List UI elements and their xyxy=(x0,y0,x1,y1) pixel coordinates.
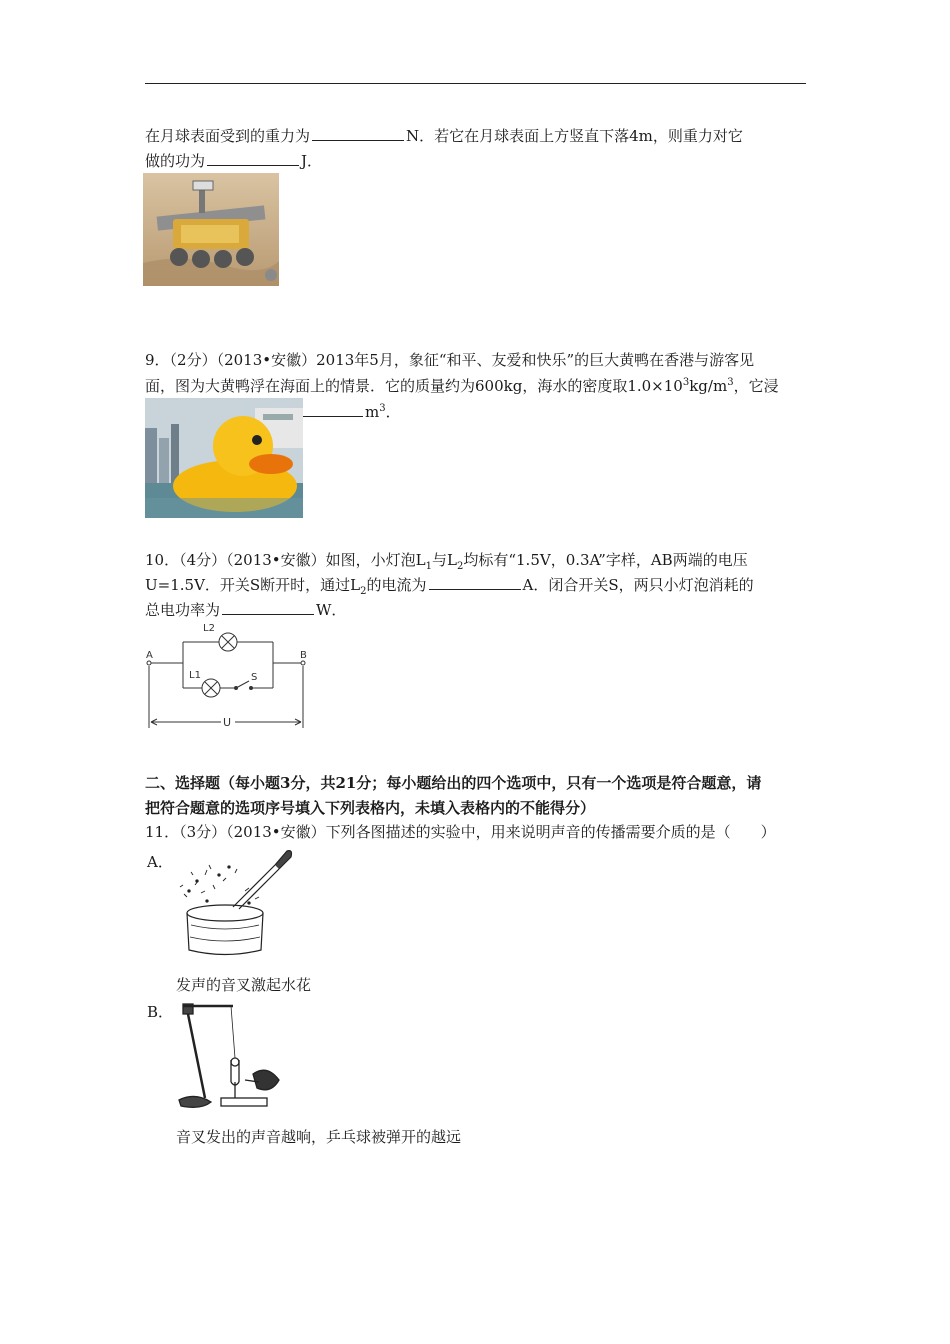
option-b-label[interactable]: B． xyxy=(147,1003,174,1021)
terminal-b-label: B xyxy=(300,650,307,661)
q8-text: 在月球表面受到的重力为 xyxy=(145,127,311,145)
switch-s-label: S xyxy=(251,672,258,683)
q10-text: W． xyxy=(316,601,347,619)
q10-line1 xyxy=(145,550,748,570)
q9-line2 xyxy=(145,376,779,396)
lunar-rover-photo xyxy=(143,173,279,286)
q9-line1: 9．（2分）（2013•安徽）2013年5月，象征“和平、友爱和快乐”的巨大黄鸭在香港与游客见 xyxy=(145,351,755,369)
switch-icon xyxy=(236,681,249,688)
q10-sub: 2 xyxy=(456,561,464,572)
answer-blank[interactable] xyxy=(312,126,404,141)
tuning-fork-pingpong-figure xyxy=(175,1000,300,1115)
q11-stem: 11．（3分）（2013•安徽）下列各图描述的实验中，用来说明声音的传播需要介质的是（ ） xyxy=(145,823,776,841)
q10-text: 的电流为 xyxy=(366,576,427,594)
q9-text: 面，图为大黄鸭浮在海面上的情景．它的质量约为600kg，海水的密度取1.0×10 xyxy=(145,377,683,395)
q10-text: 10．（4分）（2013•安徽）如图，小灯泡L xyxy=(145,551,426,569)
q9-text: ，它浸 xyxy=(733,377,779,395)
option-a-label[interactable]: A． xyxy=(147,853,173,871)
q10-line2 xyxy=(145,575,754,595)
q10-text: U=1.5V．开关S断开时，通过L xyxy=(145,576,361,594)
q10-line3 xyxy=(145,600,346,620)
duck-beak xyxy=(249,454,293,474)
q8-line1 xyxy=(145,126,743,146)
q10-text: 总电功率为 xyxy=(145,601,221,619)
q9-text: ． xyxy=(385,403,401,421)
answer-blank[interactable] xyxy=(207,151,299,166)
header-rule xyxy=(145,83,806,84)
q8-line2 xyxy=(145,151,322,171)
circuit-diagram xyxy=(143,618,313,733)
section2-line2: 把符合题意的选项序号填入下列表格内，未填入表格内的不能得分） xyxy=(145,799,596,817)
option-a-caption: 发声的音叉激起水花 xyxy=(176,976,312,994)
lamp-l2-label: L2 xyxy=(203,623,215,634)
voltage-u-label: U xyxy=(223,716,232,729)
q8-text: J． xyxy=(301,152,323,170)
option-b-caption: 音叉发出的声音越响，乒乓球被弹开的越远 xyxy=(176,1128,462,1146)
q10-text: 均标有“1.5V，0.3A”字样，AB两端的电压 xyxy=(463,551,748,569)
tuning-fork-water-figure xyxy=(175,845,300,960)
q10-sub: 1 xyxy=(425,561,432,572)
q9-sup: 3 xyxy=(727,377,734,388)
answer-blank[interactable] xyxy=(429,575,521,590)
q9-sup: 3 xyxy=(379,403,386,414)
q9-text: kg/m xyxy=(689,377,728,395)
q8-text: 做的功为 xyxy=(145,152,206,170)
section2-line1: 二、选择题（每小题3分，共21分；每小题给出的四个选项中，只有一个选项是符合题意，请 xyxy=(145,774,762,792)
q10-text: A．闭合开关S，两只小灯泡消耗的 xyxy=(522,576,754,594)
q10-text: 与L xyxy=(432,551,457,569)
lamp-l1-label: L1 xyxy=(189,670,201,681)
q9-sup: 3 xyxy=(682,377,690,388)
q8-text: N．若它在月球表面上方竖直下落4m，则重力对它 xyxy=(406,127,743,145)
q10-sub: 2 xyxy=(360,586,367,597)
answer-blank[interactable] xyxy=(222,600,314,615)
rubber-duck-photo xyxy=(145,398,303,518)
terminal-a-label: A xyxy=(146,650,153,661)
q9-text: m xyxy=(365,403,380,421)
